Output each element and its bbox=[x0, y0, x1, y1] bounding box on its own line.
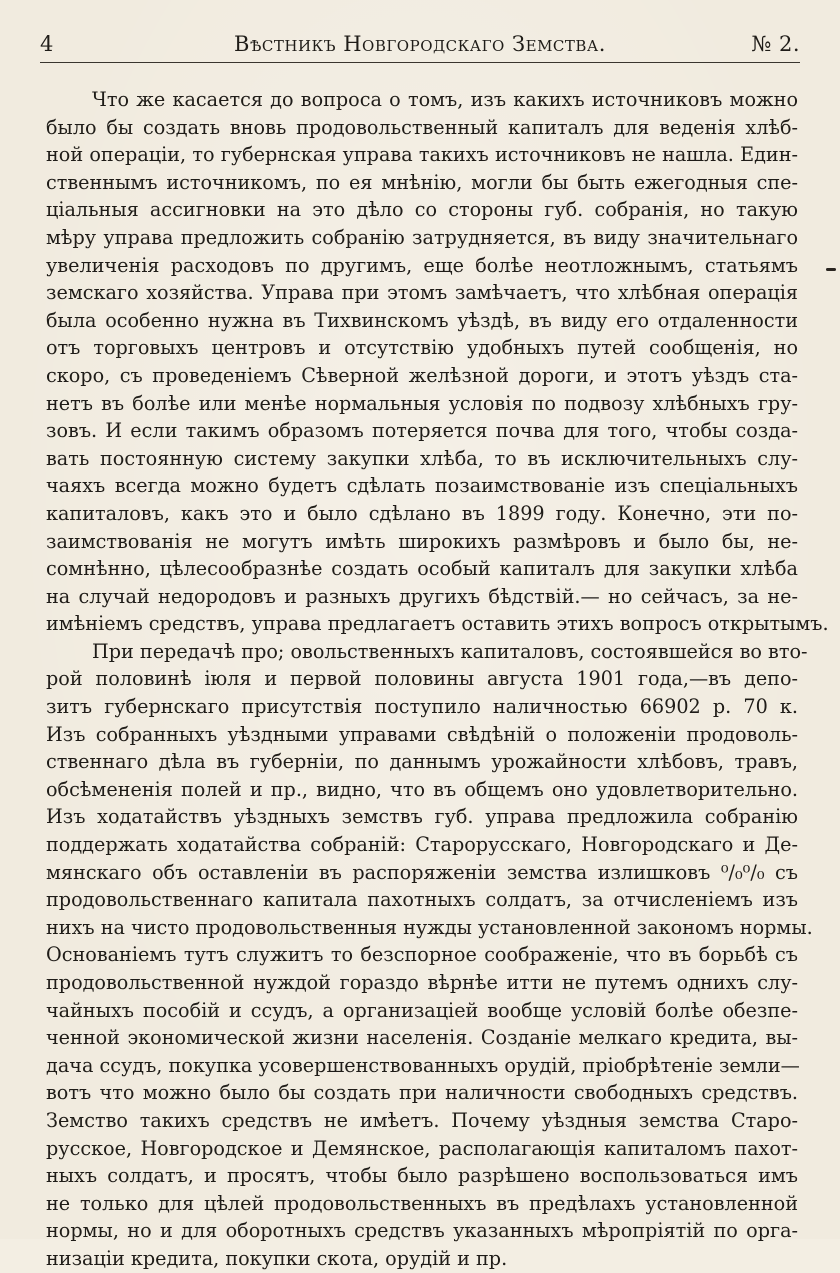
text-line: Что же касается до вопроса о томъ, изъ какихъ источниковъ можно bbox=[92, 88, 798, 111]
text-line: продовольственной нуждой гораздо вѣрнѣе итти не путемъ однихъ слу- bbox=[46, 971, 798, 994]
text-line: Изъ собранныхъ уѣздными управами свѣдѣній о положеніи продоволь- bbox=[46, 722, 798, 746]
text-line: ціальныя ассигновки на это дѣло со стороны губ. собранія, но такую bbox=[46, 198, 798, 222]
text-line: поддержать ходатайства собраній: Старорусскаго, Новгородскаго и Де- bbox=[46, 833, 798, 857]
text-line: была особенно нужна въ Тихвинскомъ уѣздѣ, въ виду его отдаленности bbox=[46, 308, 798, 332]
paragraph bbox=[46, 638, 813, 1273]
text-line: ной операціи, то губернская управа такихъ источниковъ не нашла. Един- bbox=[46, 143, 798, 167]
text-line: вотъ что можно было бы создать при наличности свободныхъ средствъ. bbox=[46, 1081, 798, 1105]
text-line: ныхъ солдатъ, и просятъ, чтобы было разрѣшено воспользоваться имъ bbox=[46, 1164, 798, 1188]
text-line: рой половинѣ іюля и первой половины августа 1901 года,—въ депо- bbox=[46, 667, 798, 691]
running-header bbox=[40, 32, 800, 60]
text-line: было бы создать вновь продовольственный капиталъ для веденія хлѣб- bbox=[46, 115, 798, 139]
text-line: земскаго хозяйства. Управа при этомъ замѣчаетъ, что хлѣбная операція bbox=[46, 281, 798, 305]
text-line: мѣру управа предложить собранію затрудняется, въ виду значительнаго bbox=[46, 225, 798, 249]
text-line: на случай недородовъ и разныхъ другихъ бѣдствій.— но сейчасъ, за не- bbox=[46, 584, 798, 608]
text-line: нормы, но и для оборотныхъ средствъ указанныхъ мѣропріятій по орга- bbox=[46, 1219, 798, 1243]
text-line: низаціи кредита, покупки скота, орудій и пр. bbox=[46, 1246, 508, 1270]
text-line: продовольственнаго капитала пахотныхъ солдатъ, за отчисленіемъ изъ bbox=[46, 888, 798, 912]
text-line: ственнаго дѣла въ губерніи, по даннымъ урожайности хлѣбовъ, травъ, bbox=[46, 750, 798, 774]
text-line: Основаніемъ тутъ служитъ то безспорное соображеніе, что въ борьбѣ съ bbox=[46, 943, 798, 967]
text-line: заимствованія не могутъ имѣть широкихъ размѣровъ и было бы, не- bbox=[46, 529, 798, 553]
text-line: русское, Новгородское и Демянское, располагающія капиталомъ пахот- bbox=[46, 1136, 798, 1160]
body-text bbox=[46, 86, 829, 1273]
issue-number: № 2. bbox=[751, 32, 800, 56]
text-line: сомнѣнно, цѣлесообразнѣе создать особый капиталъ для закупки хлѣба bbox=[46, 557, 798, 581]
text-line: увеличенія расходовъ по другимъ, еще болѣе неотложнымъ, статьямъ bbox=[46, 253, 798, 277]
text-line: вать постоянную систему закупки хлѣба, то въ исключительныхъ слу- bbox=[46, 446, 798, 470]
text-line: чайныхъ пособій и ссудъ, а организаціей вообще условій болѣе обезпе- bbox=[46, 998, 798, 1022]
text-line: Земство такихъ средствъ не имѣетъ. Почему уѣздныя земства Старо- bbox=[46, 1108, 798, 1132]
running-title: Вѣстникъ Новгородскаго Земства. bbox=[234, 32, 606, 56]
text-line: ственнымъ источникомъ, по ея мнѣнію, могли бы быть ежегодныя спе- bbox=[46, 170, 798, 194]
text-line: зовъ. И если такимъ образомъ потеряется почва для того, чтобы созда- bbox=[46, 419, 798, 443]
text-line: отъ торговыхъ центровъ и отсутствію удобныхъ путей сообщенія, но bbox=[46, 336, 798, 360]
header-rule bbox=[40, 62, 800, 63]
text-line: нетъ въ болѣе или менѣе нормальныя условія по подвозу хлѣбныхъ гру- bbox=[46, 391, 798, 415]
text-line: Изъ ходатайствъ уѣздныхъ земствъ губ. управа предложила собранію bbox=[46, 805, 798, 829]
paragraph bbox=[46, 86, 829, 638]
text-line: мянскаго объ оставленіи въ распоряженіи земства излишковъ ⁰/₀⁰/₀ съ bbox=[46, 860, 798, 884]
text-line: не только для цѣлей продовольственныхъ въ предѣлахъ установленной bbox=[46, 1191, 798, 1215]
text-line: нихъ на чисто продовольственныя нужды установленной закономъ нормы. bbox=[46, 915, 813, 939]
margin-mark bbox=[826, 268, 836, 271]
text-line: имѣніемъ средствъ, управа предлагаетъ оставить этихъ вопросъ открытымъ. bbox=[46, 612, 829, 636]
text-line: капиталовъ, какъ это и было сдѣлано въ 1899 году. Конечно, эти по- bbox=[46, 501, 798, 525]
text-line: скоро, съ проведеніемъ Сѣверной желѣзной дороги, и этотъ уѣздъ ста- bbox=[46, 363, 798, 387]
text-line: При передачѣ про; овольственныхъ капиталовъ, состоявшейся во вто- bbox=[92, 639, 808, 663]
text-line: дача ссудъ, покупка усовершенствованныхъ орудій, пріобрѣтеніе земли— bbox=[46, 1053, 800, 1077]
page-number: 4 bbox=[40, 32, 54, 56]
text-line: чаяхъ всегда можно будетъ сдѣлать позаимствованіе изъ спеціальныхъ bbox=[46, 474, 798, 498]
text-line: обсѣмененія полей и пр., видно, что въ общемъ оно удовлетворительно. bbox=[46, 777, 798, 801]
text-line: зитъ губернскаго присутствія поступило наличностью 66902 р. 70 к. bbox=[46, 695, 798, 719]
text-line: ченной экономической жизни населенія. Созданіе мелкаго кредита, вы- bbox=[46, 1026, 798, 1050]
